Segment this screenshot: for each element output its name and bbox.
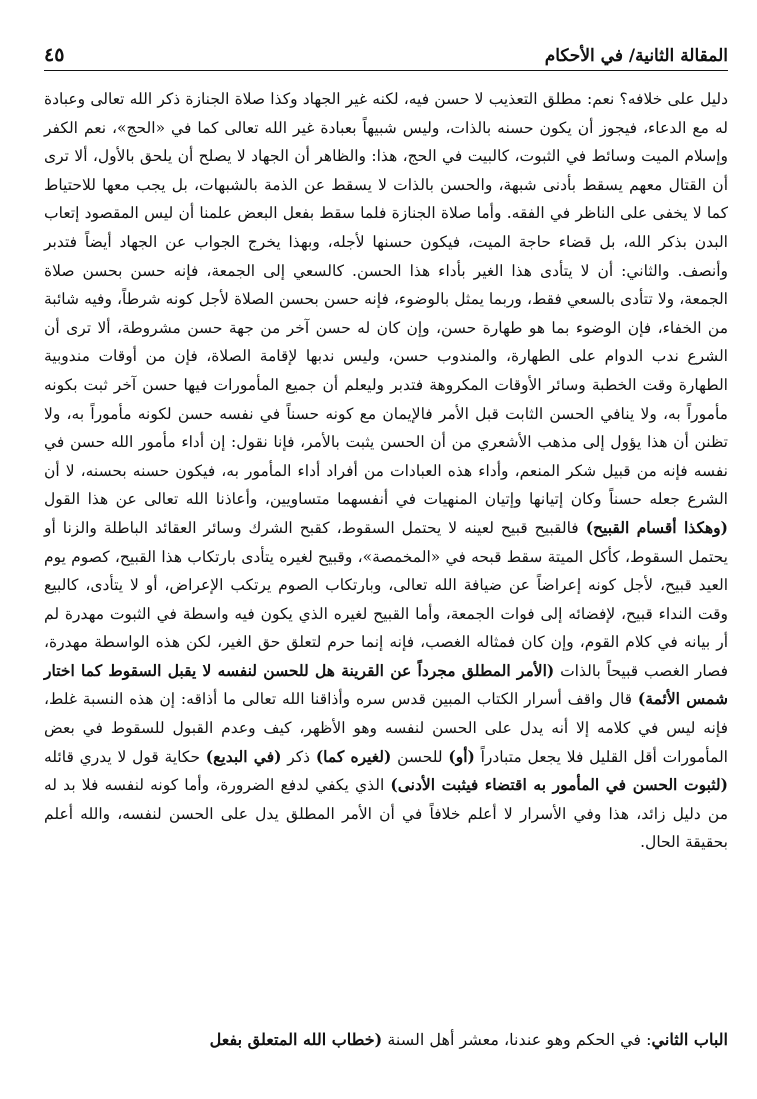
bold-run: (أو) [448,746,475,766]
text-run: دليل على خلافه؟ نعم: مطلق التعذيب لا حسن فيه، لكنه غير الجهاد وكذا صلاة الجنازة ذكر الله تعالى وعبادة له مع الدعاء، فيجوز أن يكون حسنه بالذات، وليس شبيهاً بعبادة غير الله تعالى كما في «الحج»، نعم الكفر وإسلام الميت وسائط في الثبوت، كالبيت في الحج، هذا: والظاهر أن الجهاد لا يصلح أن يلحق بالأول، ألا ترى أن القتال معهم يسقط بأدنى شبهة، والحسن بالذات لا يسقط عن الذمة بالشبهات، بل يجب معها للاحتياط كما لا يخفى على الناظر في الفقه. وأما صلاة الجنازة فلما سقط بفعل البعض علمنا أن ليس المقصود إتعاب البدن بذكر الله، بل قضاء حاجة الميت، فيكون حسنها لأجله، وبهذا يخرج الجواب عن الجهاد أيضاً فتدبر وأنصف. والثاني: أن لا يتأدى هذا الغير بأداء هذا الحسن. كالسعي إلى الجمعة، فإنه حسن بحسن صلاة الجمعة، ولا تتأدى بالسعي فقط، وربما يمثل بالوضوء، فإنه حسن بحسن الصلاة لأجل كونه شرطاً، وفيه شائبة من الخفاء، فإن الوضوء بما هو طهارة حسن، وإن كان له حسن آخر من جهة حسن مشروطة، ألا ترى أن الشرع ندب الدوام على الطهارة، والمندوب حسن، وليس ندبها لإقامة الصلاة، فإن من أوقات مندوبية الطهارة وقت الخطبة وسائر الأوقات المكروهة فتدبر وليعلم أن جميع المأمورات فيها حسن آخر ثبت بكونه مأموراً به، ولا ينافي الحسن الثابت قبل الأمر فالإيمان مع كونه حسناً في نفسه حسن لكونه مأموراً به، ولا تظنن أن هذا يؤول إلى مذهب الأشعري من أن الحسن يثبت بالأمر، فإنا نقول: إن أداء مأمور الله حسن في نفسه فإنه من قبيل شكر المنعم، وأداء هذه العبادات من أفراد أداء المأمور به، فيكون حسنه بحسنه، لا أن الشرع جعله حسناً وكان إتيانها وإتيان المنهيات في أنفسهما متساويين، وأعاذنا الله تعالى عن هذا القول [44,90,728,509]
bold-run: (لغيره كما) [315,746,392,766]
text-run: قال واقف أسرار الكتاب المبين قدس سره وأذاقنا الله تعالى ما أذاقه: إن هذه النسبة غلط، فإنه ليس في كلامه إلا أنه يدل على الحسن لنفسه وهو الأظهر، كيف وعدم القبول للسقوط في بعض المأمورات أقل القليل فلا يجعل متبادراً [44,690,728,766]
text-run: ذكر [281,747,316,766]
page-number: ٤٥ [44,44,65,66]
bold-run: (الأمر المطلق مجرداً عن القرينة هل للحسن لنفسه لا يقبل السقوط كما اختار شمس الأئمة) [44,660,728,709]
body-paragraph [44,85,728,857]
chapter-text: : في الحكم وهو عندنا، معشر أهل السنة [382,1030,652,1049]
bold-run: (وهكذا أقسام القبيح) [585,517,728,537]
body-text [44,85,728,857]
text-run: للحسن [391,747,449,766]
bold-run: (في البديع) [205,746,282,766]
chapter-heading-line [44,1026,728,1054]
page-header [44,30,728,66]
running-title: المقالة الثانية/ في الأحكام [544,46,728,66]
chapter-label: الباب الثاني [651,1030,728,1049]
text-run: فالقبيح قبيح لعينه لا يحتمل السقوط، كقبح الشرك وسائر العقائد الباطلة والزنا أو يحتمل السقوط، كأكل الميتة سقط قبحه في «المخمصة»، وقبيح لغيره يتأدى بارتكاب هذا القبيح، كصوم يوم العيد قبيح، لأجل كونه إعراضاً عن ضيافة الله تعالى، وبارتكاب الصوم يرتكب الإعراض، أو لا يتأدى، كالبيع وقت النداء قبيح، لإفضائه إلى فوات الجمعة، وأما القبيح لغيره الذي يكون فيه واسطة في الثبوت مهدرة لم أر بيانه في كلام القوم، وإن كان فمثاله الغصب، فإنه إنما حرم لتعلق حق الغير، لكن هذه الواسطة مهدرة، فصار الغصب قبيحاً بالذات [44,518,728,680]
bold-run: (لثبوت الحسن في المأمور به اقتضاء فيثبت الأدنى) [390,775,728,795]
header-rule [44,70,728,71]
text-run: الذي يكفي لدفع الضرورة، وأما كونه لنفسه فلا بد له من دليل زائد، هذا وفي الأسرار لا أعلم خلافاً في أن الأمر المطلق يدل على الحسن لنفسه، والله أعلم بحقيقة الحال. [44,776,728,852]
chapter-bold: (خطاب الله المتعلق بفعل [209,1030,383,1049]
text-run: حكاية قول لا يدري قائله [44,747,206,766]
